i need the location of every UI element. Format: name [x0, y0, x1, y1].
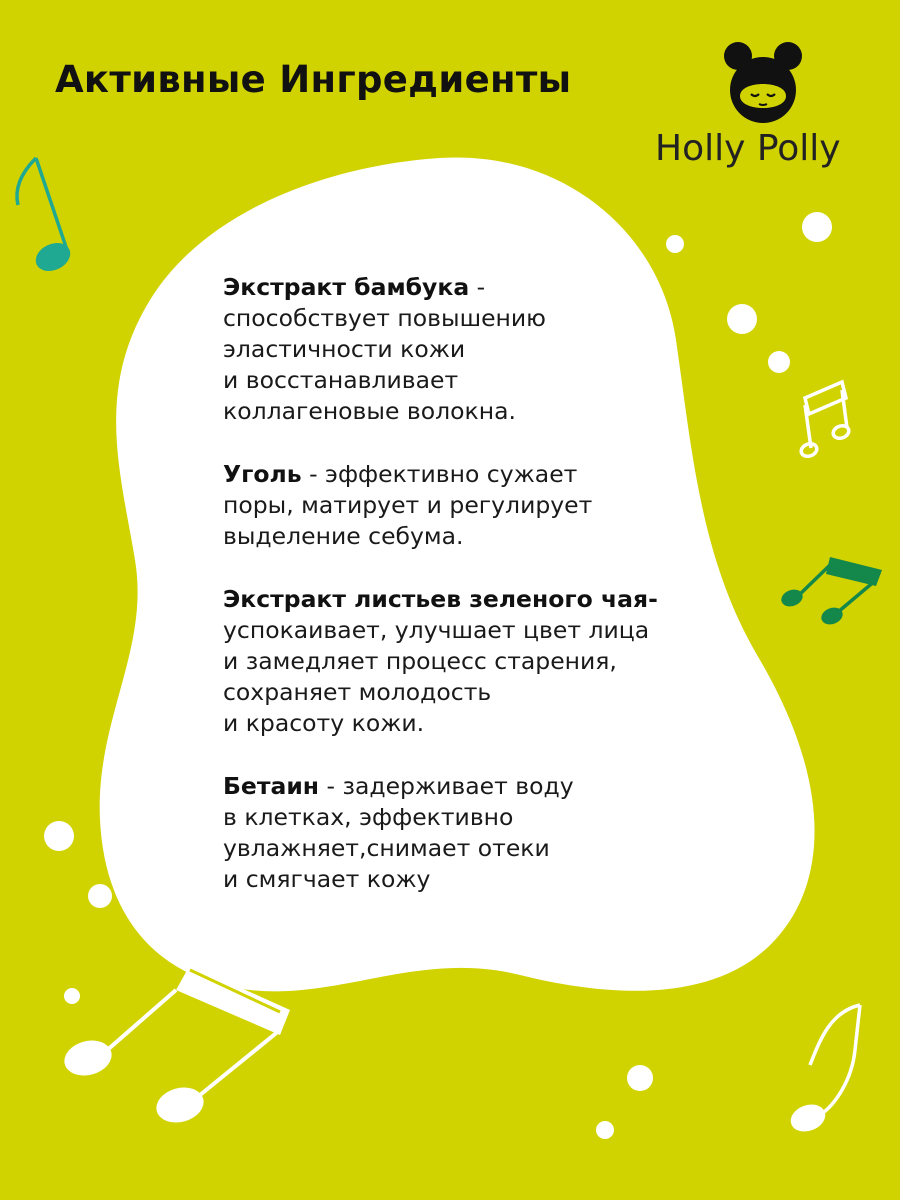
double-music-note-icon	[779, 557, 882, 627]
dot	[802, 212, 832, 242]
ingredient-separator: -	[469, 273, 486, 301]
ingredient-name: Экстракт листьев зеленого чая	[223, 585, 649, 613]
ingredient-description-line: и красоту кожи.	[223, 709, 425, 737]
girl-face-logo-icon	[718, 38, 808, 128]
dot	[727, 304, 757, 334]
ingredient-description-line: коллагеновые волокна.	[223, 397, 516, 425]
ingredient-description-line: в клетках, эффективно	[223, 803, 514, 831]
ingredient-heading-line	[223, 584, 703, 615]
ingredient-separator: -	[301, 460, 326, 488]
ingredient-description-line: и замедляет процесс старения,	[223, 647, 617, 675]
ingredient-description-line: выделение себума.	[223, 522, 464, 550]
ingredient-description-start: задерживает воду	[342, 772, 574, 800]
ingredient-separator: -	[648, 585, 658, 613]
ingredient-description-line: эластичности кожи	[223, 335, 466, 363]
dot	[768, 351, 790, 373]
ingredient-heading-line	[223, 272, 703, 303]
dot	[88, 884, 112, 908]
ingredient-description-line: и смягчает кожу	[223, 865, 431, 893]
ingredient-description-line: и восстанавливает	[223, 366, 459, 394]
ingredient-description-line: сохраняет молодость	[223, 678, 492, 706]
ingredient-description-start: эффективно сужает	[325, 460, 578, 488]
dot	[64, 988, 80, 1004]
ingredient-name: Бетаин	[223, 772, 320, 800]
ingredients-list	[223, 272, 703, 927]
dot	[44, 821, 74, 851]
music-note-icon	[17, 158, 75, 276]
ingredient-separator: -	[319, 772, 343, 800]
ingredient-description-line: увлажняет,снимает отеки	[223, 834, 550, 862]
ingredient-bamboo	[223, 272, 703, 427]
dot	[596, 1121, 614, 1139]
dot	[111, 831, 133, 853]
ingredient-name: Уголь	[223, 460, 302, 488]
music-note-icon	[789, 1005, 860, 1134]
dot	[627, 1065, 653, 1091]
ingredient-heading-line	[223, 459, 703, 490]
ingredient-betaine	[223, 771, 703, 895]
ingredient-charcoal	[223, 459, 703, 552]
ingredient-description-line: успокаивает, улучшает цвет лица	[223, 616, 650, 644]
ingredient-description-line: поры, матирует и регулирует	[223, 491, 593, 519]
ingredient-description-line: способствует повышению	[223, 304, 546, 332]
brand-name: Holly Polly	[655, 128, 841, 169]
ingredient-name: Экстракт бамбука	[223, 273, 470, 301]
ingredient-heading-line	[223, 771, 703, 802]
double-music-note-icon	[799, 382, 850, 458]
dot	[666, 235, 684, 253]
ingredient-green-tea	[223, 584, 703, 739]
page-title: Активные Ингредиенты	[55, 58, 572, 101]
